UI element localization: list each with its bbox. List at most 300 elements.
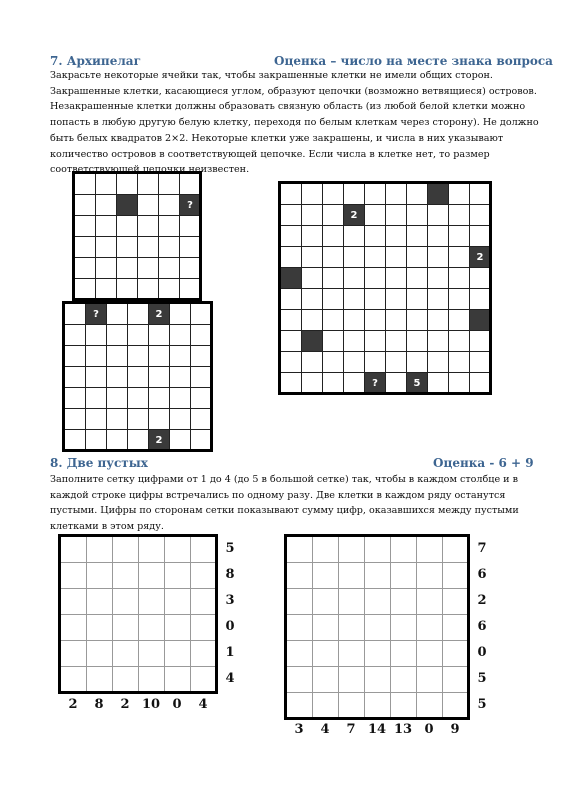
grid-cell[interactable] xyxy=(428,247,449,268)
grid-cell[interactable] xyxy=(87,641,113,667)
shaded-cell: 2 xyxy=(149,430,170,451)
grid-cell[interactable] xyxy=(75,174,96,195)
grid-cell[interactable] xyxy=(281,373,302,394)
column-sum-clue: 0 xyxy=(424,722,434,737)
grid-cell[interactable] xyxy=(443,693,469,719)
row-sum-clue: 6 xyxy=(477,619,487,634)
grid-cell[interactable] xyxy=(191,667,217,693)
grid-cell[interactable] xyxy=(159,237,180,258)
grid-cell[interactable] xyxy=(302,310,323,331)
grid-cell[interactable] xyxy=(470,205,491,226)
grid-cell[interactable] xyxy=(344,184,365,205)
grid-cell[interactable] xyxy=(417,667,443,693)
rule-line: каждой строке цифры встречались по одному разу. Две клетки в каждом ряду останутся xyxy=(50,489,506,501)
grid-cell[interactable] xyxy=(344,226,365,247)
shaded-cell: ? xyxy=(180,195,201,216)
grid-cell[interactable] xyxy=(302,247,323,268)
grid-cell[interactable] xyxy=(138,258,159,279)
grid-cell[interactable] xyxy=(344,373,365,394)
grid-cell[interactable] xyxy=(428,352,449,373)
grid-cell[interactable] xyxy=(287,589,313,615)
grid-cell[interactable] xyxy=(96,237,117,258)
grid-cell[interactable] xyxy=(128,346,149,367)
grid-cell[interactable] xyxy=(170,346,191,367)
column-sum-clue: 4 xyxy=(320,722,330,737)
grid-cell[interactable] xyxy=(449,205,470,226)
grid-cell[interactable] xyxy=(323,226,344,247)
grid-cell[interactable] xyxy=(449,289,470,310)
grid-cell[interactable] xyxy=(128,388,149,409)
grid-cell[interactable] xyxy=(470,226,491,247)
grid-cell[interactable] xyxy=(365,310,386,331)
grid-cell[interactable] xyxy=(138,237,159,258)
grid-cell[interactable] xyxy=(65,325,86,346)
grid-cell[interactable] xyxy=(75,195,96,216)
grid-cell[interactable] xyxy=(302,352,323,373)
grid-cell[interactable] xyxy=(428,373,449,394)
rule-line: Закрасьте некоторые ячейки так, чтобы закрашенные клетки не имели общих сторон. xyxy=(50,70,493,81)
grid-cell[interactable] xyxy=(323,205,344,226)
rule-line: пустыми. Цифры по сторонам сетки показывают сумму цифр, оказавшихся между пустыми xyxy=(50,505,519,517)
grid-cell[interactable] xyxy=(86,346,107,367)
grid-cell[interactable] xyxy=(138,216,159,237)
grid-cell[interactable] xyxy=(191,615,217,641)
grid-cell[interactable] xyxy=(417,615,443,641)
grid-cell[interactable] xyxy=(407,247,428,268)
grid-cell[interactable] xyxy=(159,258,180,279)
grid-cell[interactable] xyxy=(86,409,107,430)
grid-cell[interactable] xyxy=(281,184,302,205)
grid-cell[interactable] xyxy=(365,563,391,589)
shaded-cell: ? xyxy=(365,373,386,394)
grid-cell[interactable] xyxy=(107,430,128,451)
grid-cell[interactable] xyxy=(65,409,86,430)
grid-cell[interactable] xyxy=(443,563,469,589)
grid-cell[interactable] xyxy=(287,563,313,589)
grid-cell[interactable] xyxy=(87,589,113,615)
grid-cell[interactable] xyxy=(391,615,417,641)
row-sum-clue: 7 xyxy=(477,541,487,556)
grid-cell[interactable] xyxy=(470,331,491,352)
grid-cell[interactable] xyxy=(287,641,313,667)
grid-cell[interactable] xyxy=(344,310,365,331)
grid-cell[interactable] xyxy=(407,310,428,331)
grid-cell[interactable] xyxy=(443,589,469,615)
grid-cell[interactable] xyxy=(344,268,365,289)
grid-cell[interactable] xyxy=(344,331,365,352)
grid-cell[interactable] xyxy=(323,268,344,289)
grid-cell[interactable] xyxy=(339,563,365,589)
shaded-cell: 2 xyxy=(470,247,491,268)
grid-cell[interactable] xyxy=(386,247,407,268)
grid-cell[interactable] xyxy=(281,247,302,268)
grid-cell[interactable] xyxy=(386,310,407,331)
section8-rules xyxy=(50,472,519,535)
grid-cell[interactable] xyxy=(470,289,491,310)
grid-cell[interactable] xyxy=(86,367,107,388)
grid-cell[interactable] xyxy=(281,310,302,331)
grid-cell[interactable] xyxy=(365,667,391,693)
grid-cell[interactable] xyxy=(149,367,170,388)
grid-cell[interactable] xyxy=(407,226,428,247)
grid-cell[interactable] xyxy=(96,279,117,300)
grid-cell[interactable] xyxy=(180,279,201,300)
grid-cell[interactable] xyxy=(449,310,470,331)
column-sum-clue: 0 xyxy=(172,697,182,712)
grid-cell[interactable] xyxy=(365,205,386,226)
grid-cell[interactable] xyxy=(407,184,428,205)
grid-cell[interactable] xyxy=(149,325,170,346)
grid-cell[interactable] xyxy=(113,589,139,615)
grid-cell[interactable] xyxy=(170,388,191,409)
grid-cell[interactable] xyxy=(323,289,344,310)
grid-cell[interactable] xyxy=(339,641,365,667)
grid-cell[interactable] xyxy=(75,216,96,237)
grid-cell[interactable] xyxy=(113,537,139,563)
grid-cell[interactable] xyxy=(470,184,491,205)
grid-cell[interactable] xyxy=(170,409,191,430)
grid-cell[interactable] xyxy=(165,667,191,693)
grid-cell[interactable] xyxy=(407,205,428,226)
grid-cell[interactable] xyxy=(339,667,365,693)
grid-cell[interactable] xyxy=(470,373,491,394)
grid-cell[interactable] xyxy=(61,641,87,667)
grid-cell[interactable] xyxy=(191,409,212,430)
grid-cell[interactable] xyxy=(386,331,407,352)
column-sum-clue: 4 xyxy=(198,697,208,712)
column-sum-clue: 7 xyxy=(346,722,356,737)
grid-cell[interactable] xyxy=(107,325,128,346)
grid-cell[interactable] xyxy=(87,615,113,641)
grid-cell[interactable] xyxy=(128,304,149,325)
grid-cell[interactable] xyxy=(323,247,344,268)
grid-cell[interactable] xyxy=(428,268,449,289)
grid-cell[interactable] xyxy=(313,537,339,563)
grid-cell[interactable] xyxy=(138,195,159,216)
shaded-cell xyxy=(281,268,302,289)
grid-cell[interactable] xyxy=(417,589,443,615)
grid-cell[interactable] xyxy=(65,346,86,367)
grid-cell[interactable] xyxy=(75,258,96,279)
grid-cell[interactable] xyxy=(96,195,117,216)
grid-cell[interactable] xyxy=(365,289,386,310)
grid-cell[interactable] xyxy=(313,641,339,667)
grid-cell[interactable] xyxy=(107,346,128,367)
grid-cell[interactable] xyxy=(407,268,428,289)
grid-cell[interactable] xyxy=(302,289,323,310)
grid-cell[interactable] xyxy=(344,289,365,310)
grid-cell[interactable] xyxy=(391,693,417,719)
grid-cell[interactable] xyxy=(313,667,339,693)
grid-cell[interactable] xyxy=(191,388,212,409)
grid-cell[interactable] xyxy=(117,216,138,237)
grid-cell[interactable] xyxy=(339,537,365,563)
grid-cell[interactable] xyxy=(302,205,323,226)
grid-cell[interactable] xyxy=(287,693,313,719)
grid-cell[interactable] xyxy=(139,667,165,693)
grid-cell[interactable] xyxy=(159,216,180,237)
grid-cell[interactable] xyxy=(417,693,443,719)
grid-cell[interactable] xyxy=(180,258,201,279)
grid-cell[interactable] xyxy=(386,226,407,247)
grid-cell[interactable] xyxy=(470,352,491,373)
grid-cell[interactable] xyxy=(407,352,428,373)
grid-cell[interactable] xyxy=(449,373,470,394)
grid-cell[interactable] xyxy=(87,563,113,589)
grid-cell[interactable] xyxy=(391,563,417,589)
grid-cell[interactable] xyxy=(407,289,428,310)
grid-cell[interactable] xyxy=(443,537,469,563)
grid-cell[interactable] xyxy=(191,430,212,451)
grid-cell[interactable] xyxy=(365,247,386,268)
section7-title: 7. Архипелаг xyxy=(50,54,141,68)
grid-cell[interactable] xyxy=(113,615,139,641)
grid-cell[interactable] xyxy=(170,430,191,451)
grid-cell[interactable] xyxy=(287,537,313,563)
grid-cell[interactable] xyxy=(165,615,191,641)
shaded-cell xyxy=(428,184,449,205)
grid-cell[interactable] xyxy=(287,615,313,641)
grid-cell[interactable] xyxy=(386,373,407,394)
column-sum-clue: 13 xyxy=(393,722,413,737)
section7-scoring: Оценка – число на месте знака вопроса xyxy=(274,54,553,68)
grid-cell[interactable] xyxy=(365,537,391,563)
column-sum-clue: 14 xyxy=(367,722,387,737)
grid-cell[interactable] xyxy=(117,279,138,300)
grid-cell[interactable] xyxy=(386,205,407,226)
grid-cell[interactable] xyxy=(417,563,443,589)
grid-cell[interactable] xyxy=(313,589,339,615)
grid-cell[interactable] xyxy=(65,304,86,325)
rule-line: соответствующей цепочки неизвестен. xyxy=(50,164,250,176)
grid-cell[interactable] xyxy=(339,615,365,641)
grid-cell[interactable] xyxy=(86,325,107,346)
column-sum-clue: 10 xyxy=(141,697,161,712)
grid-cell[interactable] xyxy=(87,537,113,563)
row-sum-clue: 6 xyxy=(477,567,487,582)
grid-cell[interactable] xyxy=(365,693,391,719)
grid-cell[interactable] xyxy=(128,409,149,430)
grid-cell[interactable] xyxy=(96,174,117,195)
column-sum-clue: 8 xyxy=(94,697,104,712)
grid-cell[interactable] xyxy=(191,589,217,615)
grid-cell[interactable] xyxy=(391,641,417,667)
grid-cell[interactable] xyxy=(391,589,417,615)
grid-cell[interactable] xyxy=(281,331,302,352)
rule-line: Закрашенные клетки, касающиеся углом, образуют цепочки (возможно ветвящиеся) островов. xyxy=(50,85,537,97)
grid-cell[interactable] xyxy=(128,430,149,451)
grid-cell[interactable] xyxy=(365,226,386,247)
grid-cell[interactable] xyxy=(170,304,191,325)
grid-cell[interactable] xyxy=(449,226,470,247)
grid-cell[interactable] xyxy=(386,184,407,205)
grid-cell[interactable] xyxy=(75,279,96,300)
grid-cell[interactable] xyxy=(107,409,128,430)
grid-cell[interactable] xyxy=(365,331,386,352)
grid-cell[interactable] xyxy=(417,537,443,563)
row-sum-clue: 1 xyxy=(225,645,235,660)
shaded-cell xyxy=(302,331,323,352)
grid-cell[interactable] xyxy=(313,693,339,719)
grid-cell[interactable] xyxy=(149,346,170,367)
grid-cell[interactable] xyxy=(96,258,117,279)
grid-cell[interactable] xyxy=(117,237,138,258)
grid-cell[interactable] xyxy=(128,325,149,346)
grid-cell[interactable] xyxy=(61,615,87,641)
grid-cell[interactable] xyxy=(313,563,339,589)
grid-cell[interactable] xyxy=(191,367,212,388)
row-sum-clue: 0 xyxy=(225,619,235,634)
grid-cell[interactable] xyxy=(407,331,428,352)
grid-cell[interactable] xyxy=(302,226,323,247)
grid-cell[interactable] xyxy=(139,563,165,589)
grid-cell[interactable] xyxy=(107,304,128,325)
rule-line: Незакрашенные клетки должны образовать связную область (из любой белой клетки можно xyxy=(50,101,526,113)
rule-line: клетками в этом ряду. xyxy=(50,521,164,533)
grid-cell[interactable] xyxy=(428,289,449,310)
grid-cell[interactable] xyxy=(281,226,302,247)
grid-cell[interactable] xyxy=(191,563,217,589)
grid-cell[interactable] xyxy=(391,667,417,693)
grid-cell[interactable] xyxy=(191,346,212,367)
grid-cell[interactable] xyxy=(159,279,180,300)
row-sum-clue: 2 xyxy=(477,593,487,608)
grid-cell[interactable] xyxy=(170,325,191,346)
grid-cell[interactable] xyxy=(365,641,391,667)
grid-cell[interactable] xyxy=(449,247,470,268)
row-sum-clue: 0 xyxy=(477,645,487,660)
grid-cell[interactable] xyxy=(302,184,323,205)
grid-cell[interactable] xyxy=(61,537,87,563)
grid-cell[interactable] xyxy=(139,589,165,615)
grid-cell[interactable] xyxy=(180,216,201,237)
grid-cell[interactable] xyxy=(138,174,159,195)
grid-cell[interactable] xyxy=(149,409,170,430)
grid-cell[interactable] xyxy=(149,388,170,409)
grid-cell[interactable] xyxy=(391,537,417,563)
grid-cell[interactable] xyxy=(191,537,217,563)
grid-cell[interactable] xyxy=(428,205,449,226)
grid-cell[interactable] xyxy=(128,367,149,388)
grid-cell[interactable] xyxy=(191,304,212,325)
grid-cell[interactable] xyxy=(180,174,201,195)
grid-cell[interactable] xyxy=(180,237,201,258)
grid-cell[interactable] xyxy=(113,563,139,589)
grid-cell[interactable] xyxy=(165,537,191,563)
grid-cell[interactable] xyxy=(323,310,344,331)
grid-cell[interactable] xyxy=(428,310,449,331)
grid-cell[interactable] xyxy=(443,667,469,693)
grid-cell[interactable] xyxy=(191,641,217,667)
grid-cell[interactable] xyxy=(139,641,165,667)
grid-cell[interactable] xyxy=(323,373,344,394)
row-sum-clue: 8 xyxy=(225,567,235,582)
shaded-cell: 2 xyxy=(344,205,365,226)
grid-cell[interactable] xyxy=(365,268,386,289)
grid-cell[interactable] xyxy=(443,641,469,667)
grid-cell[interactable] xyxy=(386,352,407,373)
grid-cell[interactable] xyxy=(344,247,365,268)
grid-cell[interactable] xyxy=(339,589,365,615)
grid-cell[interactable] xyxy=(323,331,344,352)
grid-cell[interactable] xyxy=(86,430,107,451)
grid-cell[interactable] xyxy=(339,693,365,719)
grid-cell[interactable] xyxy=(323,352,344,373)
section8-title: 8. Две пустых xyxy=(50,456,148,470)
grid-cell[interactable] xyxy=(281,289,302,310)
grid-cell[interactable] xyxy=(417,641,443,667)
grid-cell[interactable] xyxy=(365,589,391,615)
grid-cell[interactable] xyxy=(449,352,470,373)
grid-cell[interactable] xyxy=(159,195,180,216)
grid-cell[interactable] xyxy=(113,667,139,693)
grid-cell[interactable] xyxy=(113,641,139,667)
row-sum-clue: 3 xyxy=(225,593,235,608)
grid-cell[interactable] xyxy=(386,268,407,289)
grid-cell[interactable] xyxy=(165,563,191,589)
grid-cell[interactable] xyxy=(165,641,191,667)
grid-cell[interactable] xyxy=(386,289,407,310)
grid-cell[interactable] xyxy=(323,184,344,205)
grid-cell[interactable] xyxy=(365,352,386,373)
grid-cell[interactable] xyxy=(428,226,449,247)
rule-line: попасть в любую другую белую клетку, переходя по белым клеткам через сторону). Не должно xyxy=(50,117,539,129)
grid-cell[interactable] xyxy=(449,184,470,205)
grid-cell[interactable] xyxy=(159,174,180,195)
grid-cell[interactable] xyxy=(117,174,138,195)
grid-cell[interactable] xyxy=(313,615,339,641)
grid-cell[interactable] xyxy=(65,430,86,451)
grid-cell[interactable] xyxy=(449,268,470,289)
grid-cell[interactable] xyxy=(470,268,491,289)
grid-cell[interactable] xyxy=(138,279,159,300)
grid-cell[interactable] xyxy=(139,537,165,563)
grid-cell[interactable] xyxy=(191,325,212,346)
grid-cell[interactable] xyxy=(302,373,323,394)
grid-cell[interactable] xyxy=(443,615,469,641)
grid-cell[interactable] xyxy=(281,352,302,373)
grid-cell[interactable] xyxy=(107,367,128,388)
grid-cell[interactable] xyxy=(428,331,449,352)
grid-cell[interactable] xyxy=(302,268,323,289)
shaded-cell xyxy=(117,195,138,216)
grid-cell[interactable] xyxy=(170,367,191,388)
grid-cell[interactable] xyxy=(65,388,86,409)
grid-cell[interactable] xyxy=(117,258,138,279)
grid-cell[interactable] xyxy=(107,388,128,409)
grid-cell[interactable] xyxy=(449,331,470,352)
grid-cell[interactable] xyxy=(87,667,113,693)
column-sum-clue: 9 xyxy=(450,722,460,737)
grid-cell[interactable] xyxy=(281,205,302,226)
grid-cell[interactable] xyxy=(61,563,87,589)
grid-cell[interactable] xyxy=(65,367,86,388)
grid-cell[interactable] xyxy=(344,352,365,373)
grid-cell[interactable] xyxy=(61,589,87,615)
grid-cell[interactable] xyxy=(139,615,165,641)
grid-cell[interactable] xyxy=(365,184,386,205)
grid-cell[interactable] xyxy=(365,615,391,641)
grid-cell[interactable] xyxy=(61,667,87,693)
shaded-cell: ? xyxy=(86,304,107,325)
row-sum-clue: 5 xyxy=(477,697,487,712)
grid-cell[interactable] xyxy=(165,589,191,615)
grid-cell[interactable] xyxy=(287,667,313,693)
grid-cell[interactable] xyxy=(75,237,96,258)
rule-line: Заполните сетку цифрами от 1 до 4 (до 5 в большой сетке) так, чтобы в каждом столбце и в xyxy=(50,474,519,485)
grid-cell[interactable] xyxy=(96,216,117,237)
grid-cell[interactable] xyxy=(86,388,107,409)
